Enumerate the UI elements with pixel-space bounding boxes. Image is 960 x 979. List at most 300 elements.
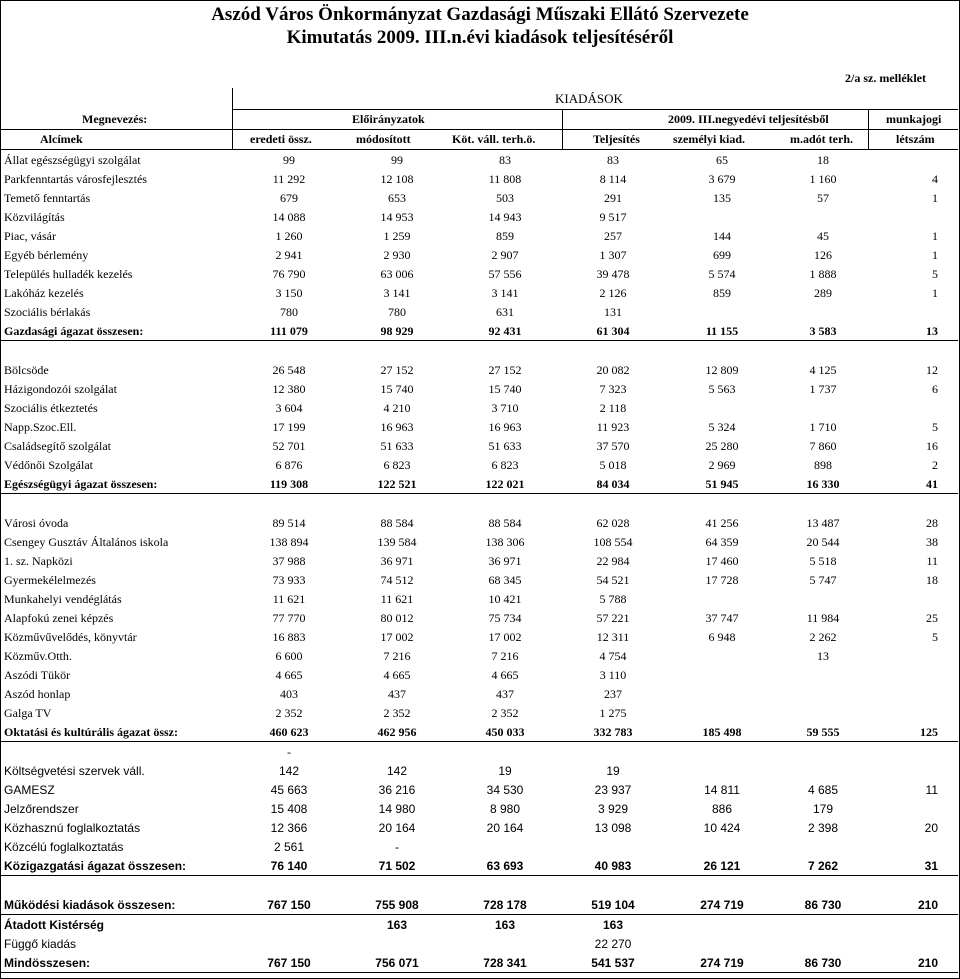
cell-madot: 5 747 xyxy=(809,572,837,587)
cell-eredeti: 2 561 xyxy=(273,839,305,854)
table-row xyxy=(0,150,958,169)
table-row xyxy=(0,169,958,188)
col-header-letszam: létszám xyxy=(896,132,935,146)
cell-teljesites: 83 xyxy=(607,152,619,167)
cell-modositott: 88 584 xyxy=(380,515,414,530)
cell-madot xyxy=(777,494,869,514)
header-line xyxy=(232,88,233,149)
cell-letszam xyxy=(869,589,958,608)
cell-teljesites: 54 521 xyxy=(596,572,630,587)
table-row xyxy=(0,226,958,245)
col-header-madot: m.adót terh. xyxy=(790,132,853,146)
row-label: Gazdasági ágazat összesen: xyxy=(0,321,235,341)
cell-madot xyxy=(777,761,869,780)
cell-kot-vall: 122 021 xyxy=(451,474,559,494)
table-row xyxy=(0,207,958,226)
cell-kot-vall: 17 002 xyxy=(488,629,522,644)
cell-letszam xyxy=(869,494,958,514)
cell-modositott: 142 xyxy=(386,763,408,778)
row-label: Munkahelyi vendéglátás xyxy=(4,591,122,606)
cell-teljesites: 8 114 xyxy=(599,171,627,186)
cell-teljesites xyxy=(559,494,667,514)
cell-szemelyi: 65 xyxy=(716,152,728,167)
cell-madot xyxy=(777,837,869,856)
cell-madot: 45 xyxy=(817,228,829,243)
cell-modositott: - xyxy=(395,839,399,854)
cell-letszam: 6 xyxy=(932,381,938,396)
cell-letszam: 28 xyxy=(926,515,938,530)
cell-teljesites: 257 xyxy=(604,228,622,243)
row-label: Szociális étkeztetés xyxy=(4,400,98,415)
row-label: Védőnői Szolgálat xyxy=(4,457,93,472)
cell-kot-vall xyxy=(451,934,559,953)
row-label: Közműv.Otth. xyxy=(4,648,72,663)
cell-kot-vall: 859 xyxy=(496,228,514,243)
cell-madot: 1 737 xyxy=(809,381,837,396)
cell-kot-vall: 4 665 xyxy=(491,667,519,682)
cell-madot xyxy=(777,665,869,684)
cell-modositott: 756 071 xyxy=(343,953,451,973)
cell-teljesites: 541 537 xyxy=(559,953,667,973)
cell-eredeti: 12 366 xyxy=(270,820,308,835)
table-row xyxy=(0,684,958,703)
cell-szemelyi: 11 155 xyxy=(667,321,777,341)
cell-eredeti: 403 xyxy=(280,686,298,701)
cell-eredeti: 11 621 xyxy=(272,591,306,606)
table-row xyxy=(0,646,958,665)
row-label: Szociális bérlakás xyxy=(4,304,91,319)
cell-kot-vall: 83 xyxy=(499,152,511,167)
total-row xyxy=(0,474,958,494)
cell-letszam xyxy=(869,934,958,953)
cell-eredeti: 76 790 xyxy=(272,266,306,281)
row-label: Piac, vásár xyxy=(4,228,56,243)
cell-modositott xyxy=(343,742,451,762)
cell-szemelyi xyxy=(667,684,777,703)
cell-letszam xyxy=(869,646,958,665)
cell-kot-vall: 163 xyxy=(494,917,516,932)
header-line xyxy=(232,109,958,110)
cell-madot: 4 685 xyxy=(807,782,839,797)
cell-eredeti: 12 380 xyxy=(272,381,306,396)
cell-modositott: 4 210 xyxy=(383,400,411,415)
cell-kot-vall: 68 345 xyxy=(488,572,522,587)
cell-letszam: 18 xyxy=(926,572,938,587)
cell-teljesites: 37 570 xyxy=(596,438,630,453)
cell-szemelyi: 185 498 xyxy=(667,722,777,742)
header-line xyxy=(562,109,563,149)
cell-szemelyi: 144 xyxy=(713,228,731,243)
row-label xyxy=(0,742,235,762)
row-label: GAMESZ xyxy=(4,782,55,797)
cell-letszam xyxy=(869,703,958,722)
cell-kot-vall xyxy=(451,876,559,896)
table-row xyxy=(0,837,958,856)
row-label: Parkfenntartás városfejlesztés xyxy=(4,171,147,186)
cell-eredeti: 17 199 xyxy=(272,419,306,434)
table-row xyxy=(0,283,958,302)
cell-szemelyi: 10 424 xyxy=(703,820,741,835)
cell-eredeti: 15 408 xyxy=(270,801,308,816)
cell-teljesites: 237 xyxy=(604,686,622,701)
cell-teljesites: 1 307 xyxy=(599,247,627,262)
spacer-row xyxy=(0,341,958,361)
cell-teljesites: 5 018 xyxy=(599,457,627,472)
cell-szemelyi: 14 811 xyxy=(704,782,740,797)
cell-szemelyi: 12 809 xyxy=(705,362,739,377)
cell-modositott: 2 352 xyxy=(383,705,411,720)
cell-eredeti: 142 xyxy=(278,763,300,778)
cell-szemelyi: 3 679 xyxy=(708,171,736,186)
cell-letszam: 25 xyxy=(926,610,938,625)
cell-letszam: 5 xyxy=(932,266,938,281)
row-label: Közcélú foglalkoztatás xyxy=(4,839,124,854)
row-label: Gyermekélelmezés xyxy=(4,572,96,587)
cell-eredeti: 89 514 xyxy=(272,515,306,530)
table-row xyxy=(0,302,958,321)
cell-eredeti: 767 150 xyxy=(235,895,343,915)
cell-kot-vall: 8 980 xyxy=(489,801,521,816)
cell-kot-vall: 437 xyxy=(496,686,514,701)
cell-eredeti: 679 xyxy=(280,190,298,205)
table-row xyxy=(0,665,958,684)
cell-szemelyi: 886 xyxy=(711,801,733,816)
cell-kot-vall: 57 556 xyxy=(488,266,522,281)
table-row xyxy=(0,589,958,608)
row-label: Mindösszesen: xyxy=(0,953,235,973)
table-row xyxy=(0,703,958,722)
row-label: Temető fenntartás xyxy=(4,190,91,205)
report-subtitle: Kimutatás 2009. III.n.évi kiadások teljesítéséről xyxy=(286,27,674,48)
cell-modositott: 51 633 xyxy=(380,438,414,453)
cell-eredeti: 780 xyxy=(280,304,298,319)
cell-letszam xyxy=(869,761,958,780)
row-label: Lakóház kezelés xyxy=(4,285,84,300)
cell-letszam xyxy=(869,398,958,417)
row-label xyxy=(0,341,235,361)
table-row xyxy=(0,627,958,646)
cell-letszam xyxy=(869,915,958,935)
row-label: Alapfokú zenei képzés xyxy=(4,610,114,625)
row-label: 1. sz. Napközi xyxy=(4,553,73,568)
cell-eredeti xyxy=(235,934,343,953)
header-line xyxy=(868,109,869,149)
cell-madot xyxy=(777,876,869,896)
cell-szemelyi xyxy=(667,742,777,762)
cell-modositott: 163 xyxy=(386,917,408,932)
row-label: Házigondozói szolgálat xyxy=(4,381,117,396)
cell-eredeti xyxy=(235,341,343,361)
cell-szemelyi xyxy=(667,302,777,321)
cell-teljesites xyxy=(559,837,667,856)
cell-szemelyi xyxy=(667,876,777,896)
cell-letszam: 38 xyxy=(926,534,938,549)
cell-letszam xyxy=(869,684,958,703)
cell-teljesites xyxy=(559,742,667,762)
cell-madot: 57 xyxy=(817,190,829,205)
row-label xyxy=(0,494,235,514)
table-row xyxy=(0,245,958,264)
cell-letszam: 16 xyxy=(926,438,938,453)
row-label: Városi óvoda xyxy=(4,515,69,530)
cell-teljesites: 2 118 xyxy=(599,400,627,415)
table-row xyxy=(0,264,958,283)
col-header-szemelyi: személyi kiad. xyxy=(673,132,745,146)
cell-modositott: 99 xyxy=(391,152,403,167)
spacer-row xyxy=(0,876,958,896)
cell-letszam: 12 xyxy=(926,362,938,377)
col-header-megnevezes: Megnevezés: xyxy=(82,112,148,126)
cell-teljesites: 519 104 xyxy=(559,895,667,915)
cell-eredeti: 767 150 xyxy=(235,953,343,973)
table-row xyxy=(0,799,958,818)
row-label: Aszód honlap xyxy=(4,686,71,701)
cell-eredeti: 2 941 xyxy=(275,247,303,262)
cell-teljesites: 7 323 xyxy=(599,381,627,396)
cell-letszam xyxy=(869,742,958,762)
cell-madot: 3 583 xyxy=(777,321,869,341)
row-label: Egyéb bérlemény xyxy=(4,247,89,262)
total-row xyxy=(0,953,958,973)
cell-eredeti: 3 150 xyxy=(275,285,303,300)
col-header-eredeti: eredeti össz. xyxy=(250,132,312,146)
cell-kot-vall: 20 164 xyxy=(486,820,524,835)
table-row xyxy=(0,570,958,589)
cell-kot-vall: 63 693 xyxy=(451,856,559,876)
cell-eredeti: 11 292 xyxy=(272,171,306,186)
col-header-teljesites: Teljesítés xyxy=(593,132,640,146)
cell-modositott: 3 141 xyxy=(383,285,411,300)
cell-szemelyi: 17 460 xyxy=(705,553,739,568)
cell-letszam xyxy=(869,341,958,361)
cell-kot-vall: 51 633 xyxy=(488,438,522,453)
table-row xyxy=(0,761,958,780)
table-row xyxy=(0,455,958,474)
cell-eredeti: 138 894 xyxy=(269,534,309,549)
cell-modositott: 11 621 xyxy=(380,591,414,606)
cell-kot-vall: 503 xyxy=(496,190,514,205)
cell-madot: 18 xyxy=(817,152,829,167)
cell-kot-vall: 138 306 xyxy=(485,534,525,549)
cell-madot: 7 860 xyxy=(809,438,837,453)
cell-letszam: 41 xyxy=(869,474,958,494)
cell-letszam xyxy=(869,207,958,226)
cell-modositott: 71 502 xyxy=(343,856,451,876)
cell-kot-vall: 2 352 xyxy=(491,705,519,720)
cell-teljesites: 108 554 xyxy=(593,534,633,549)
cell-eredeti: 2 352 xyxy=(275,705,303,720)
cell-teljesites: 3 929 xyxy=(597,801,629,816)
cell-letszam xyxy=(869,837,958,856)
cell-letszam: 2 xyxy=(932,457,938,472)
cell-szemelyi: 64 359 xyxy=(705,534,739,549)
cell-szemelyi: 6 948 xyxy=(708,629,736,644)
cell-madot: 2 262 xyxy=(809,629,837,644)
cell-szemelyi: 25 280 xyxy=(705,438,739,453)
row-label: Családsegítő szolgálat xyxy=(4,438,111,453)
row-label: Közigazgatási ágazat összesen: xyxy=(0,856,235,876)
col-header-kot-vall: Köt. váll. terh.ö. xyxy=(452,132,536,146)
cell-eredeti: 6 600 xyxy=(275,648,303,663)
cell-szemelyi xyxy=(667,494,777,514)
cell-szemelyi: 51 945 xyxy=(667,474,777,494)
cell-teljesites: 13 098 xyxy=(594,820,632,835)
cell-modositott: 63 006 xyxy=(380,266,414,281)
cell-szemelyi xyxy=(667,398,777,417)
cell-letszam: 13 xyxy=(869,321,958,341)
cell-szemelyi xyxy=(667,934,777,953)
cell-madot: 2 398 xyxy=(807,820,839,835)
table-row xyxy=(0,934,958,953)
table-row xyxy=(0,398,958,417)
cell-szemelyi xyxy=(667,646,777,665)
cell-szemelyi xyxy=(667,341,777,361)
total-row xyxy=(0,321,958,341)
table-row xyxy=(0,915,958,935)
cell-letszam: 1 xyxy=(932,285,938,300)
cell-teljesites: 9 517 xyxy=(599,209,627,224)
table-row xyxy=(0,818,958,837)
cell-szemelyi xyxy=(667,761,777,780)
cell-modositott: 4 665 xyxy=(383,667,411,682)
cell-madot: 126 xyxy=(814,247,832,262)
table-row xyxy=(0,513,958,532)
cell-kot-vall: 7 216 xyxy=(491,648,519,663)
cell-szemelyi: 26 121 xyxy=(667,856,777,876)
cell-eredeti: 4 665 xyxy=(275,667,303,682)
cell-eredeti xyxy=(235,494,343,514)
cell-madot: 13 487 xyxy=(806,515,840,530)
cell-eredeti: 119 308 xyxy=(235,474,343,494)
cell-eredeti: 26 548 xyxy=(272,362,306,377)
header-line xyxy=(0,129,958,130)
cell-modositott: 16 963 xyxy=(380,419,414,434)
row-label: Galga TV xyxy=(4,705,52,720)
cell-letszam: 1 xyxy=(932,247,938,262)
cell-modositott: 80 012 xyxy=(380,610,414,625)
cell-modositott: 15 740 xyxy=(380,381,414,396)
row-label: Csengey Gusztáv Általános iskola xyxy=(4,534,169,549)
cell-szemelyi xyxy=(667,837,777,856)
cell-teljesites: 20 082 xyxy=(596,362,630,377)
cell-eredeti: 460 623 xyxy=(235,722,343,742)
cell-madot: 86 730 xyxy=(777,895,869,915)
cell-kot-vall: 16 963 xyxy=(488,419,522,434)
cell-kot-vall: 27 152 xyxy=(488,362,522,377)
cell-letszam: 210 xyxy=(869,895,958,915)
cell-madot xyxy=(777,341,869,361)
cell-modositott xyxy=(343,934,451,953)
cell-eredeti: 37 988 xyxy=(272,553,306,568)
cell-modositott: 780 xyxy=(388,304,406,319)
cell-teljesites: 291 xyxy=(604,190,622,205)
cell-szemelyi xyxy=(667,589,777,608)
cell-eredeti: 73 933 xyxy=(272,572,306,587)
cell-madot: 11 984 xyxy=(806,610,840,625)
group-label: KIADÁSOK xyxy=(555,91,623,106)
cell-madot xyxy=(777,684,869,703)
cell-modositott: 653 xyxy=(388,190,406,205)
cell-szemelyi: 5 563 xyxy=(708,381,736,396)
cell-kot-vall: 450 033 xyxy=(451,722,559,742)
cell-modositott: 462 956 xyxy=(343,722,451,742)
cell-teljesites: 84 034 xyxy=(559,474,667,494)
cell-madot xyxy=(777,207,869,226)
expenditure-table xyxy=(0,150,958,973)
cell-madot xyxy=(777,398,869,417)
cell-kot-vall: 3 710 xyxy=(491,400,519,415)
row-label: Egészségügyi ágazat összesen: xyxy=(0,474,235,494)
cell-kot-vall: 10 421 xyxy=(488,591,522,606)
cell-letszam: 5 xyxy=(932,629,938,644)
cell-kot-vall: 88 584 xyxy=(488,515,522,530)
cell-kot-vall: 728 178 xyxy=(451,895,559,915)
row-label: Függő kiadás xyxy=(4,936,77,951)
row-label: Költségvetési szervek váll. xyxy=(4,763,145,778)
cell-modositott: 14 980 xyxy=(378,801,416,816)
cell-kot-vall xyxy=(451,837,559,856)
cell-letszam: 31 xyxy=(869,856,958,876)
cell-teljesites: 4 754 xyxy=(599,648,627,663)
cell-szemelyi: 41 256 xyxy=(705,515,739,530)
cell-modositott: 17 002 xyxy=(380,629,414,644)
total-row xyxy=(0,722,958,742)
cell-madot: 4 125 xyxy=(809,362,837,377)
cell-madot: 7 262 xyxy=(777,856,869,876)
cell-letszam xyxy=(869,799,958,818)
row-label xyxy=(0,876,235,896)
cell-teljesites: 40 983 xyxy=(559,856,667,876)
cell-letszam: 11 xyxy=(925,782,938,797)
cell-madot: 20 544 xyxy=(806,534,840,549)
cell-eredeti: 45 663 xyxy=(270,782,308,797)
cell-modositott: 27 152 xyxy=(380,362,414,377)
cell-letszam: 20 xyxy=(924,820,938,835)
cell-eredeti: 14 088 xyxy=(272,209,306,224)
cell-madot: 13 xyxy=(817,648,829,663)
cell-teljesites: 62 028 xyxy=(596,515,630,530)
cell-modositott xyxy=(343,341,451,361)
cell-teljesites: 11 923 xyxy=(596,419,630,434)
report-title: Aszód Város Önkormányzat Gazdasági Műszaki Ellátó Szervezete xyxy=(211,4,749,25)
cell-szemelyi: 17 728 xyxy=(705,572,739,587)
cell-kot-vall xyxy=(451,742,559,762)
col-header-modositott: módosított xyxy=(356,132,411,146)
table-row xyxy=(0,608,958,627)
cell-eredeti: 77 770 xyxy=(272,610,306,625)
col-header-alcimek: Alcímek xyxy=(40,132,83,146)
cell-szemelyi: 274 719 xyxy=(667,895,777,915)
cell-eredeti: 1 260 xyxy=(275,228,303,243)
row-label: Működési kiadások összesen: xyxy=(0,895,235,915)
cell-madot: 289 xyxy=(814,285,832,300)
cell-madot xyxy=(777,703,869,722)
annex-label: 2/a sz. melléklet xyxy=(845,71,926,85)
cell-letszam xyxy=(869,876,958,896)
cell-madot: 1 160 xyxy=(809,171,837,186)
spacer-row xyxy=(0,742,958,762)
cell-teljesites: 5 788 xyxy=(599,591,627,606)
cell-szemelyi xyxy=(667,915,777,935)
cell-letszam xyxy=(869,150,958,169)
cell-eredeti xyxy=(235,876,343,896)
cell-szemelyi: 37 747 xyxy=(705,610,739,625)
table-row xyxy=(0,188,958,207)
total-row xyxy=(0,895,958,915)
cell-madot: 179 xyxy=(812,801,834,816)
table-row xyxy=(0,436,958,455)
cell-letszam: 4 xyxy=(932,171,938,186)
